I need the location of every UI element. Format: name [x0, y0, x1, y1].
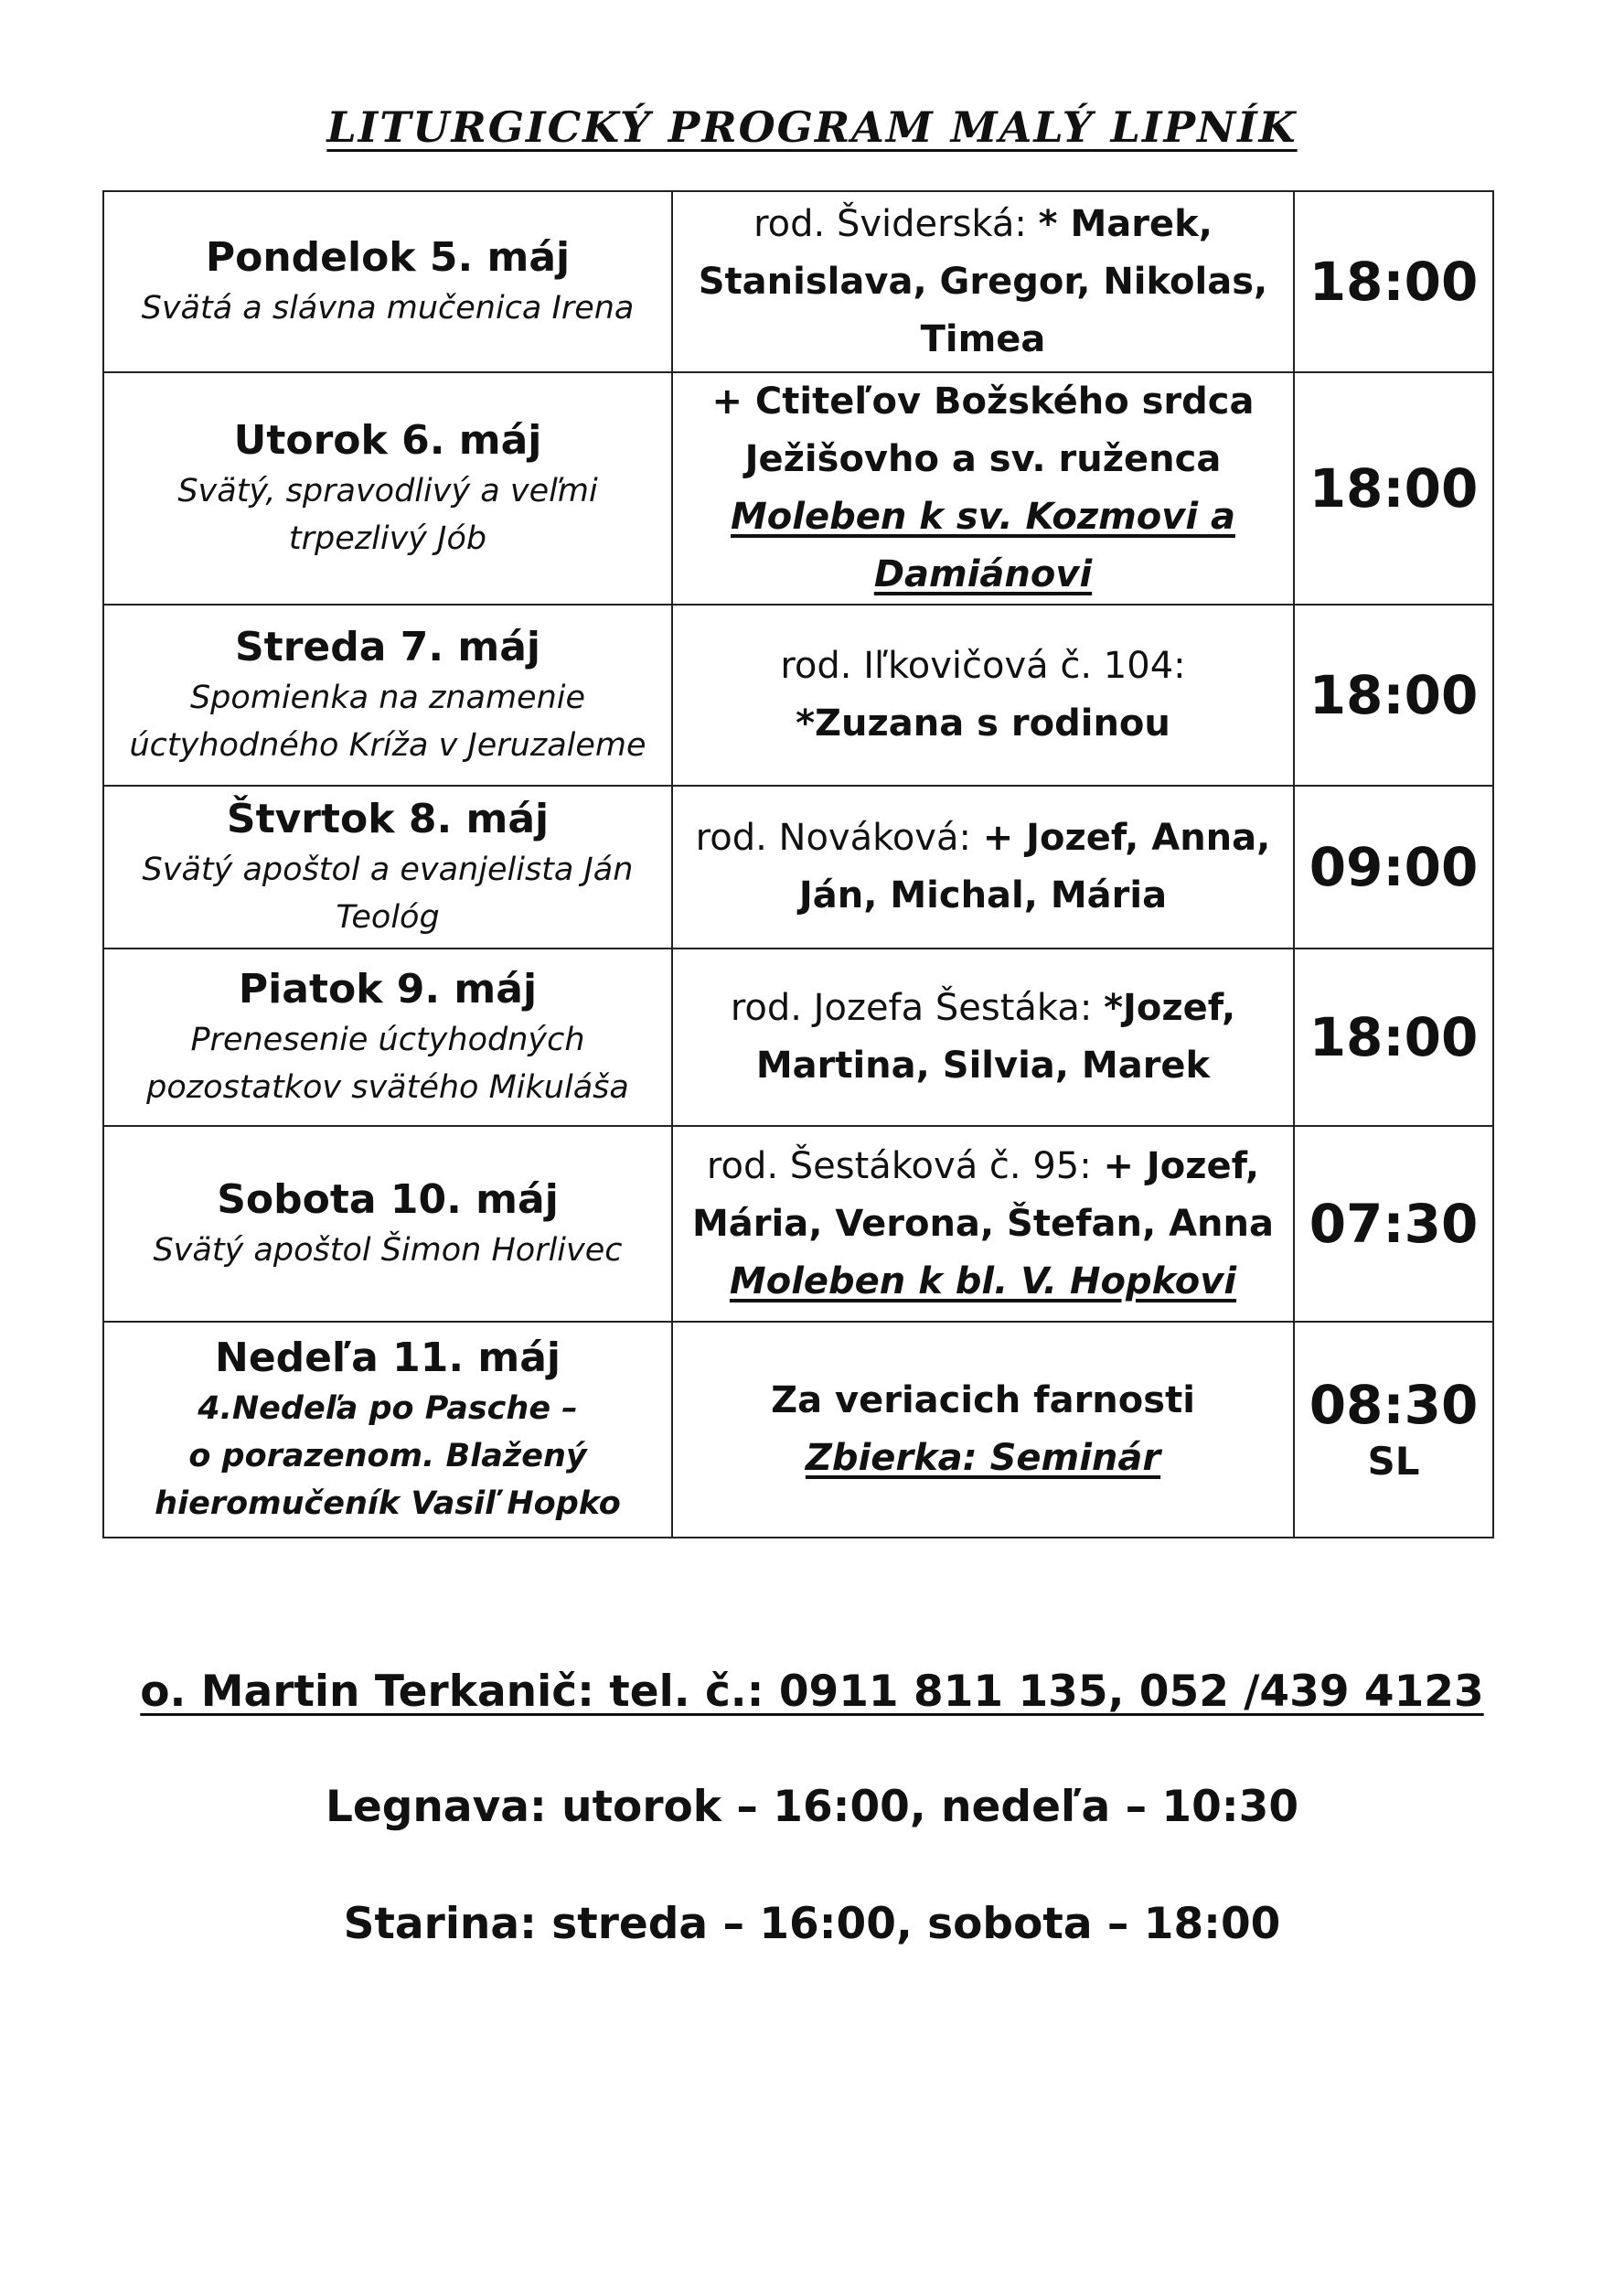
intention-text: Martina, Silvia, Marek	[755, 1045, 1211, 1087]
day-label: Piatok 9. máj	[238, 966, 538, 1013]
time-cell	[1294, 372, 1493, 605]
priest-contact-text: o. Martin Terkanič: tel. č.: 0911 811 135, 052 /439 4123	[140, 1667, 1484, 1717]
intention-text: rod. Iľkovičová č. 104:	[780, 645, 1186, 687]
intention-line	[673, 867, 1293, 925]
intention-line	[673, 488, 1293, 546]
feast-line: úctyhodného Kríža v Jeruzaleme	[129, 727, 646, 764]
feast-line: Svätý, spravodlivý a veľmi	[177, 473, 598, 509]
intention-line	[673, 638, 1293, 695]
intention-line	[673, 1430, 1293, 1487]
intention-line	[673, 311, 1293, 369]
legnava-schedule: Legnava: utorok – 16:00, nedeľa – 10:30	[325, 1782, 1299, 1832]
schedule-row	[103, 372, 1493, 605]
intention-cell	[672, 786, 1294, 949]
intention-line	[673, 695, 1293, 753]
intention-text: Ján, Michal, Mária	[798, 874, 1168, 916]
intention-line	[673, 253, 1293, 311]
intention-text: + Jozef, Anna,	[982, 817, 1271, 859]
intention-text: Stanislava, Gregor, Nikolas,	[698, 260, 1268, 303]
intention-text: rod. Šviderská:	[753, 202, 1039, 245]
intention-text: rod. Šestáková č. 95:	[706, 1144, 1104, 1187]
intention-text: Damiánovi	[873, 553, 1093, 595]
day-label: Štvrtok 8. máj	[226, 796, 550, 842]
feast-line: Svätý apoštol Šimon Horlivec	[153, 1232, 623, 1269]
schedule-row	[103, 191, 1493, 372]
day-cell	[103, 372, 672, 605]
page-title-text: LITURGICKÝ PROGRAM MALÝ LIPNÍK	[326, 102, 1298, 152]
intention-line	[673, 980, 1293, 1037]
intention-cell	[672, 1126, 1294, 1322]
service-language: SL	[1367, 1439, 1420, 1484]
intention-text: Moleben k sv. Kozmovi a	[731, 496, 1235, 538]
schedule-row	[103, 949, 1493, 1126]
intention-line	[673, 1037, 1293, 1095]
service-time: 07:30	[1309, 1193, 1479, 1255]
service-time: 08:30	[1309, 1374, 1479, 1436]
day-cell	[103, 191, 672, 372]
feast-line: o porazenom. Blažený	[188, 1438, 587, 1474]
intention-text: + Jozef,	[1103, 1144, 1260, 1187]
intention-cell	[672, 1322, 1294, 1538]
priest-contact	[0, 1667, 1624, 1717]
schedule-row	[103, 1322, 1493, 1538]
intention-text: * Marek,	[1038, 202, 1213, 245]
day-cell	[103, 1126, 672, 1322]
intention-line	[673, 196, 1293, 253]
intention-text: Mária, Verona, Štefan, Anna	[692, 1202, 1274, 1245]
intention-line	[673, 1253, 1293, 1311]
starina-schedule: Starina: streda – 16:00, sobota – 18:00	[343, 1899, 1281, 1949]
day-cell	[103, 786, 672, 949]
day-label: Nedeľa 11. máj	[215, 1334, 561, 1381]
page-title	[0, 102, 1624, 152]
intention-text: *Zuzana s rodinou	[796, 702, 1170, 745]
day-label: Sobota 10. máj	[217, 1176, 559, 1223]
time-cell	[1294, 191, 1493, 372]
schedule-row	[103, 1126, 1493, 1322]
intention-text: Zbierka: Seminár	[805, 1437, 1161, 1479]
intention-cell	[672, 372, 1294, 605]
intention-line	[673, 1138, 1293, 1195]
service-time: 18:00	[1309, 457, 1479, 520]
time-cell	[1294, 949, 1493, 1126]
day-cell	[103, 1322, 672, 1538]
intention-cell	[672, 949, 1294, 1126]
day-label: Utorok 6. máj	[233, 417, 542, 464]
feast-line: trpezlivý Jób	[288, 520, 487, 557]
schedule-body	[103, 191, 1493, 1538]
service-time: 18:00	[1309, 251, 1479, 313]
day-cell	[103, 605, 672, 786]
feast-line: pozostatkov svätého Mikuláša	[146, 1069, 629, 1106]
time-cell	[1294, 1126, 1493, 1322]
intention-line	[673, 373, 1293, 431]
service-time: 18:00	[1309, 664, 1479, 726]
service-time: 18:00	[1309, 1006, 1479, 1068]
intention-line	[673, 1195, 1293, 1253]
feast-line: Svätý apoštol a evanjelista Ján	[142, 852, 634, 888]
day-label: Pondelok 5. máj	[205, 234, 571, 281]
service-time: 09:00	[1309, 836, 1479, 898]
feast-line: hieromučeník Vasiľ Hopko	[155, 1485, 621, 1522]
intention-cell	[672, 191, 1294, 372]
feast-line: 4.Nedeľa po Pasche –	[198, 1390, 578, 1427]
feast-line: Teológ	[336, 899, 440, 936]
intention-text: *Jozef,	[1104, 987, 1236, 1029]
schedule-row	[103, 605, 1493, 786]
schedule-table	[102, 190, 1494, 1538]
intention-text: Timea	[920, 317, 1046, 360]
intention-text: Moleben k bl. V. Hopkovi	[729, 1259, 1237, 1302]
intention-line	[673, 1372, 1293, 1430]
feast-line: Prenesenie úctyhodných	[190, 1022, 585, 1058]
intention-text: Ježišovho a sv. ruženca	[744, 438, 1222, 480]
intention-text: Za veriacich farnosti	[771, 1379, 1195, 1421]
time-cell	[1294, 605, 1493, 786]
schedule-row	[103, 786, 1493, 949]
intention-line	[673, 431, 1293, 488]
feast-line: Spomienka na znamenie	[189, 680, 586, 716]
intention-text: + Ctiteľov Božského srdca	[711, 380, 1255, 423]
intention-text: rod. Jozefa Šestáka:	[730, 987, 1105, 1029]
feast-line: Svätá a slávna mučenica Irena	[141, 290, 635, 327]
intention-text: rod. Nováková:	[695, 817, 983, 859]
intention-cell	[672, 605, 1294, 786]
intention-line	[673, 546, 1293, 604]
time-cell	[1294, 786, 1493, 949]
day-cell	[103, 949, 672, 1126]
time-cell	[1294, 1322, 1493, 1538]
day-label: Streda 7. máj	[234, 624, 541, 670]
intention-line	[673, 809, 1293, 867]
